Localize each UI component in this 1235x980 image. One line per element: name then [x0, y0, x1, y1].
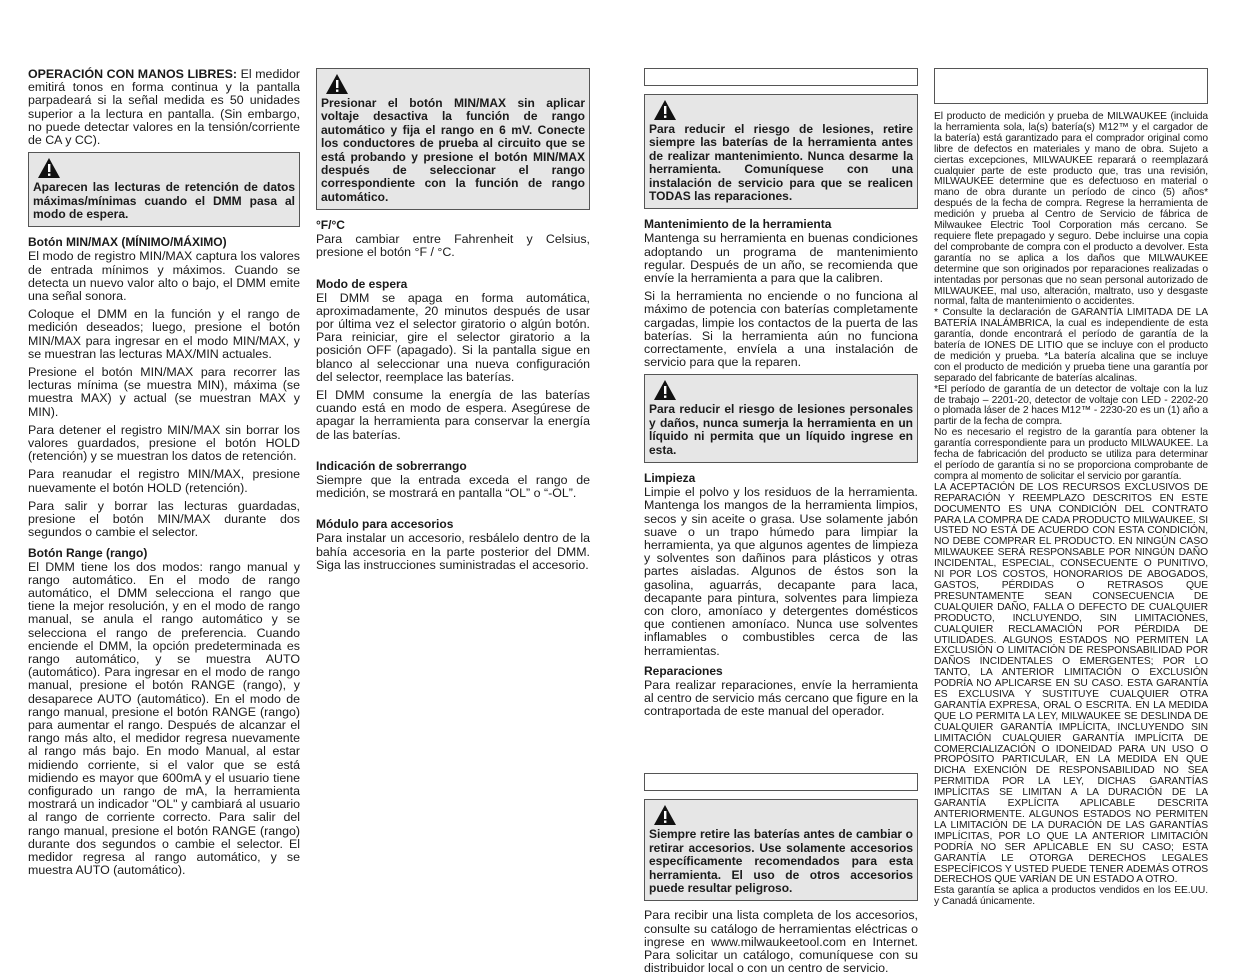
paragraph: Mantenga su herramienta en buenas condiciones adoptando un programa de mantenimiento regular. Después de un año, se recomienda que envíe la herramienta a para que la calibren. [644, 231, 918, 286]
paragraph: El DMM tiene los dos modos: rango manual y rango automático. En el modo de rango automático, el DMM selecciona el rango que tiene la mejor resolución, y en el modo de rango manual, se anula el rango automático y se selecciona el rango de preferencia. Cuando enciende el DMM, la opción predeterminada es rango automático, y se muestra AUTO (automático). Para ingresar en el modo de rango manual, presione el botón RANGE (rango), y desaparece AUTO (automático). En el modo de rango manual, presione el botón RANGE (rango) para aumentar el rango. Después de alcanzar el rango más alto, el medidor regresa nuevamente al rango más bajo. En modo Manual, al estar midiendo corriente, si el valor que se está midiendo es mayor que 600mA y el usuario tiene configurado un rango de mA, la herramienta mostrará un indicador "OL" y cambiará al usuario al rango de corriente correcto. Para salir del rango manual, presione el botón RANGE (rango) durante dos segundos o cambie el selector. El medidor regresa al rango automático, y se muestra AUTO (automático). [28, 559, 300, 878]
column-4 [934, 68, 1208, 908]
warranty-paragraph: El producto de medición y prueba de MILWAUKEE (incluida la herramienta sola, la(s) batería(s) M12™ y el cargador de la batería) está garantizado para el comprador original como libre de defectos en materiales y mano de obra. Sujeto a ciertas excepciones, MILWAUKEE reparará o reemplazará cualquier parte de este producto que, tras una revisión, MILWAUKEE determine que es defectuoso en material o mano de obra durante un período de cinco (5) años* después de la fecha de compra. Regrese la herramienta de medición y prueba al Centro de Servicio de fábrica de Milwaukee Electric Tool Corporation más cercano. Se requiere flete prepagado y seguro. Debe incluirse una copia del comprobante de compra con el producto a devolver. Esta garantía no se aplica a los daños que MILWAUKEE determine que son originados por reparaciones realizadas o intentadas por personas que no sean personal autorizado de MILWAUKEE, mal uso, alteración, maltrato, uso y desgaste normal, falta de mantenimiento o accidentes. [934, 111, 1208, 308]
section-heading-repairs: Reparaciones [644, 663, 723, 678]
section-heading-standby: Modo de espera [316, 276, 408, 291]
hands-free-heading: OPERACIÓN CON MANOS LIBRES: [28, 67, 238, 81]
warning-triangle-icon [325, 73, 349, 95]
paragraph: Para reanudar el registro MIN/MAX, presione nuevamente el botón HOLD (retención). [28, 467, 300, 495]
warranty-paragraph: *El período de garantía de un detector de voltaje con la luz de trabajo – 2201-20, detector de voltaje con LED - 2202-20 o plomada láser de 2 haces M12™ - 2230-20 es un (1) año a partir de la fecha de compra. [934, 383, 1208, 428]
column-2 [316, 68, 590, 577]
warning-triangle-icon [653, 804, 677, 826]
warning-box-standby [28, 152, 300, 227]
column-3 [644, 68, 918, 980]
warning-text: Para reducir el riesgo de lesiones personales y daños, nunca sumerja la herramienta en un líquido ni permita que un líquido ingrese en esta. [649, 402, 913, 457]
warning-triangle-icon [653, 99, 677, 121]
hands-free-text: El medidor emitirá tonos en forma continua y la pantalla parpadeará si la señal medida es 50 unidades superior a la lectura en pantalla. (Sin embargo, no puede detectar valores en la tensión/corriente de CA y CC). [28, 67, 300, 148]
warning-triangle-icon [653, 379, 677, 401]
section-header-bar [644, 68, 918, 86]
warranty-paragraph: Esta garantía se aplica a productos vendidos en los EE.UU. y Canadá únicamente. [934, 885, 1208, 908]
section-heading-range: Botón Range (rango) [28, 545, 148, 560]
paragraph: Limpie el polvo y los residuos de la herramienta. Mantenga los mangos de la herramienta limpios, secos y sin aceite o grasa. Use solamente jabón suave o un trapo húmedo para limpiar la herramienta, ya que algunos agentes de limpieza y solventes son dañinos para plásticos y otras partes aisladas. Algunos de éstos son la gasolina, aguarrás, decapante para laca, decapante para pintura, solventes para limpieza con cloro, amoníaco y detergentes domésticos que contienen amoníaco. Nunca use solventes inflamables o combustibles cerca de las herramientas. [644, 485, 918, 658]
paragraph: Para recibir una lista completa de los accesorios, consulte su catálogo de herramientas eléctricas o ingrese en www.milwaukeetool.com en Internet. Para solicitar un catálogo, comuníquese con su distribuidor local o con un centro de servicio. [644, 908, 918, 976]
paragraph: Siempre que la entrada exceda el rango de medición, se mostrará en pantalla “OL” o “-OL”. [316, 472, 590, 501]
section-heading-minmax: Botón MIN/MAX (MÍNIMO/MÁXIMO) [28, 235, 227, 250]
hands-free-paragraph [28, 68, 300, 147]
paragraph: Para realizar reparaciones, envíe la herramienta al centro de servicio más cercano que figure en la contraportada de este manual del operador. [644, 677, 918, 719]
section-heading-accessory-module: Módulo para accesorios [316, 517, 454, 532]
warning-box-liquid [644, 374, 918, 463]
warranty-paragraph: * Consulte la declaración de GARANTÍA LIMITADA DE LA BATERÍA INALÁMBRICA, la cual es independiente de esta garantía, donde encontrará el período de garantía de la batería de IONES DE LITIO que se incluye con el producto de medición y prueba. *La batería alcalina que se incluye con el producto de medición y prueba tiene una garantía por separado del fabricante de baterías alcalinas. [934, 307, 1208, 384]
section-heading-fc: °F/°C [316, 218, 345, 233]
column-1 [28, 68, 300, 882]
paragraph: Para cambiar entre Fahrenheit y Celsius, presione el botón °F / °C. [316, 232, 590, 260]
warning-box-maintenance [644, 94, 918, 209]
section-heading-maintenance: Mantenimiento de la herramienta [644, 217, 832, 232]
section-heading-overrange: Indicación de sobrerrango [316, 458, 467, 473]
section-header-bar [934, 68, 1208, 104]
warning-text: Siempre retire las baterías antes de cambiar o retirar accesorios. Use solamente accesorios específicamente recomendados para esta herramienta. El uso de otros accesorios puede resultar peligroso. [649, 827, 913, 895]
section-heading-cleaning: Limpieza [644, 471, 696, 486]
paragraph: El DMM consume la energía de las baterías cuando está en modo de espera. Asegúrese de apagar la herramienta para conservar la energía de las baterías. [316, 388, 590, 442]
warranty-legal-paragraph: LA ACEPTACIÓN DE LOS RECURSOS EXCLUSIVOS DE REPARACIÓN Y REEMPLAZO DESCRITOS EN ESTE DOCUMENTO ES UNA CONDICIÓN DEL CONTRATO PARA LA COMPRA DE CADA PRODUCTO MILWAUKEE. SI USTED NO ESTÁ DE ACUERDO CON ESTA CONDICIÓN, NO DEBE COMPRAR EL PRODUCTO. EN NINGÚN CASO MILWAUKEE SERÁ RESPONSABLE POR NINGÚN DAÑO INCIDENTAL, ESPECIAL, CONSECUENTE O PUNITIVO, NI POR LOS COSTOS, HONORARIOS DE ABOGADOS, GASTOS, PÉRDIDAS O RETRASOS QUE PRESUNTAMENTE SEAN CONSECUENCIA DE CUALQUIER DAÑO, FALLA O DEFECTO DE CUALQUIER PRODUCTO, INCLUYENDO, SIN LIMITACIONES, CUALQUIER RECLAMACIÓN POR PÉRDIDA DE UTILIDADES. ALGUNOS ESTADOS NO PERMITEN LA EXCLUSIÓN O LIMITACIÓN DE RESPONSABILIDAD POR DAÑOS INCIDENTALES O EMERGENTES; POR LO TANTO, LA ANTERIOR LIMITACIÓN O EXCLUSIÓN PODRÍA NO APLICARSE EN SU CASO. ESTA GARANTÍA ES EXCLUSIVA Y SUSTITUYE CUALQUIER OTRA GARANTÍA EXPRESA, ORAL O ESCRITA. EN LA MEDIDA QUE LO PERMITA LA LEY, MILWAUKEE SE DESLINDA DE CUALQUIER GARANTÍA IMPLÍCITA, INCLUYENDO SIN LIMITACIÓN CUALQUIER GARANTÍA IMPLÍCITA DE COMERCIALIZACIÓN O IDONEIDAD PARA UN USO O PROPÓSITO PARTICULAR, EN LA MEDIDA EN QUE DICHA EXENCIÓN DE RESPONSABILIDAD NO SEA PERMITIDA POR LA LEY, DICHAS GARANTÍAS IMPLÍCITAS SE LIMITAN A LA DURACIÓN DE LA GARANTÍA EXPLÍCITA APLICABLE DESCRITA ANTERIORMENTE. ALGUNOS ESTADOS NO PERMITEN LA LIMITACIÓN DE LA DURACIÓN DE LAS GARANTÍAS IMPLÍCITAS, POR LO QUE LA ANTERIOR LIMITACIÓN PODRÍA NO SER APLICABLE EN SU CASO; ESTA GARANTÍA LE OTORGA DERECHOS LEGALES ESPECÍFICOS Y USTED PUEDE TENER ADEMÁS OTROS DERECHOS QUE VARÍAN DE UN ESTADO A OTRO. [934, 481, 1208, 886]
warning-box-accessories [644, 799, 918, 901]
warning-text: Para reducir el riesgo de lesiones, retire siempre las baterías de la herramienta antes de realizar mantenimiento. Nunca desarme la herramienta. Comuníquese con una instalación de servicio para que se realicen TODAS las reparaciones. [649, 122, 913, 204]
paragraph: Para instalar un accesorio, resbálelo dentro de la bahía accesoria en la parte posterior del DMM. Siga las instrucciones suministradas el accesorio. [316, 531, 590, 572]
warning-text: Aparecen las lecturas de retención de datos máximas/mínimas cuando el DMM pasa al modo de espera. [33, 180, 295, 222]
paragraph: El DMM se apaga en forma automática, aproximadamente, 20 minutos después de usar por última vez el selector giratorio o algún botón. Para reiniciar, gire el selector giratorio a la posición OFF (apagado). Si la pantalla sigue en blanco al seleccionar una nueva configuración del selector, reemplace las baterías. [316, 290, 590, 384]
warranty-paragraph: No es necesario el registro de la garantía para obtener la garantía correspondiente para un producto MILWAUKEE. La fecha de fabricación del producto se utiliza para determinar el período de garantía si no se proporciona comprobante de compra al momento de solicitar el servicio por garantía. [934, 427, 1208, 482]
paragraph: Si la herramienta no enciende o no funciona al máximo de potencia con baterías completamente cargadas, limpie los contactos de la puerta de las baterías. Si la herramienta aún no funciona correctamente, envíela a una instalación de servicio para que la reparen. [644, 289, 918, 370]
warning-triangle-icon [37, 157, 61, 179]
section-header-bar [644, 773, 918, 791]
paragraph: Para detener el registro MIN/MAX sin borrar los valores guardados, presione el botón HOLD (retención) y se muestran los datos de retención. [28, 422, 300, 464]
paragraph: Coloque el DMM en la función y el rango de medición deseados; luego, presione el botón MIN/MAX para ingresar en el modo MIN/MAX, y se muestran las lecturas MAX/MIN actuales. [28, 307, 300, 361]
paragraph: Para salir y borrar las lecturas guardadas, presione el botón MIN/MAX durante dos segundos o cambie el selector. [28, 498, 300, 540]
paragraph: Presione el botón MIN/MAX para recorrer las lecturas mínima (se muestra MIN), máxima (se muestra MAX) y actual (se muestran MAX y MIN). [28, 365, 300, 419]
paragraph: El modo de registro MIN/MAX captura los valores de entrada mínimos y máximos. Cuando se detecta un nuevo valor alto o bajo, el DMM emite una señal sonora. [28, 249, 300, 304]
warning-box-minmax [316, 68, 590, 210]
warning-text: Presionar el botón MIN/MAX sin aplicar voltaje desactiva la función de rango automático y fija el rango en 6 mV. Conecte los conductores de prueba al circuito que se está probando y presione el botón MIN/MAX después de seleccionar el rango correspondiente con la función de rango automático. [321, 96, 585, 204]
